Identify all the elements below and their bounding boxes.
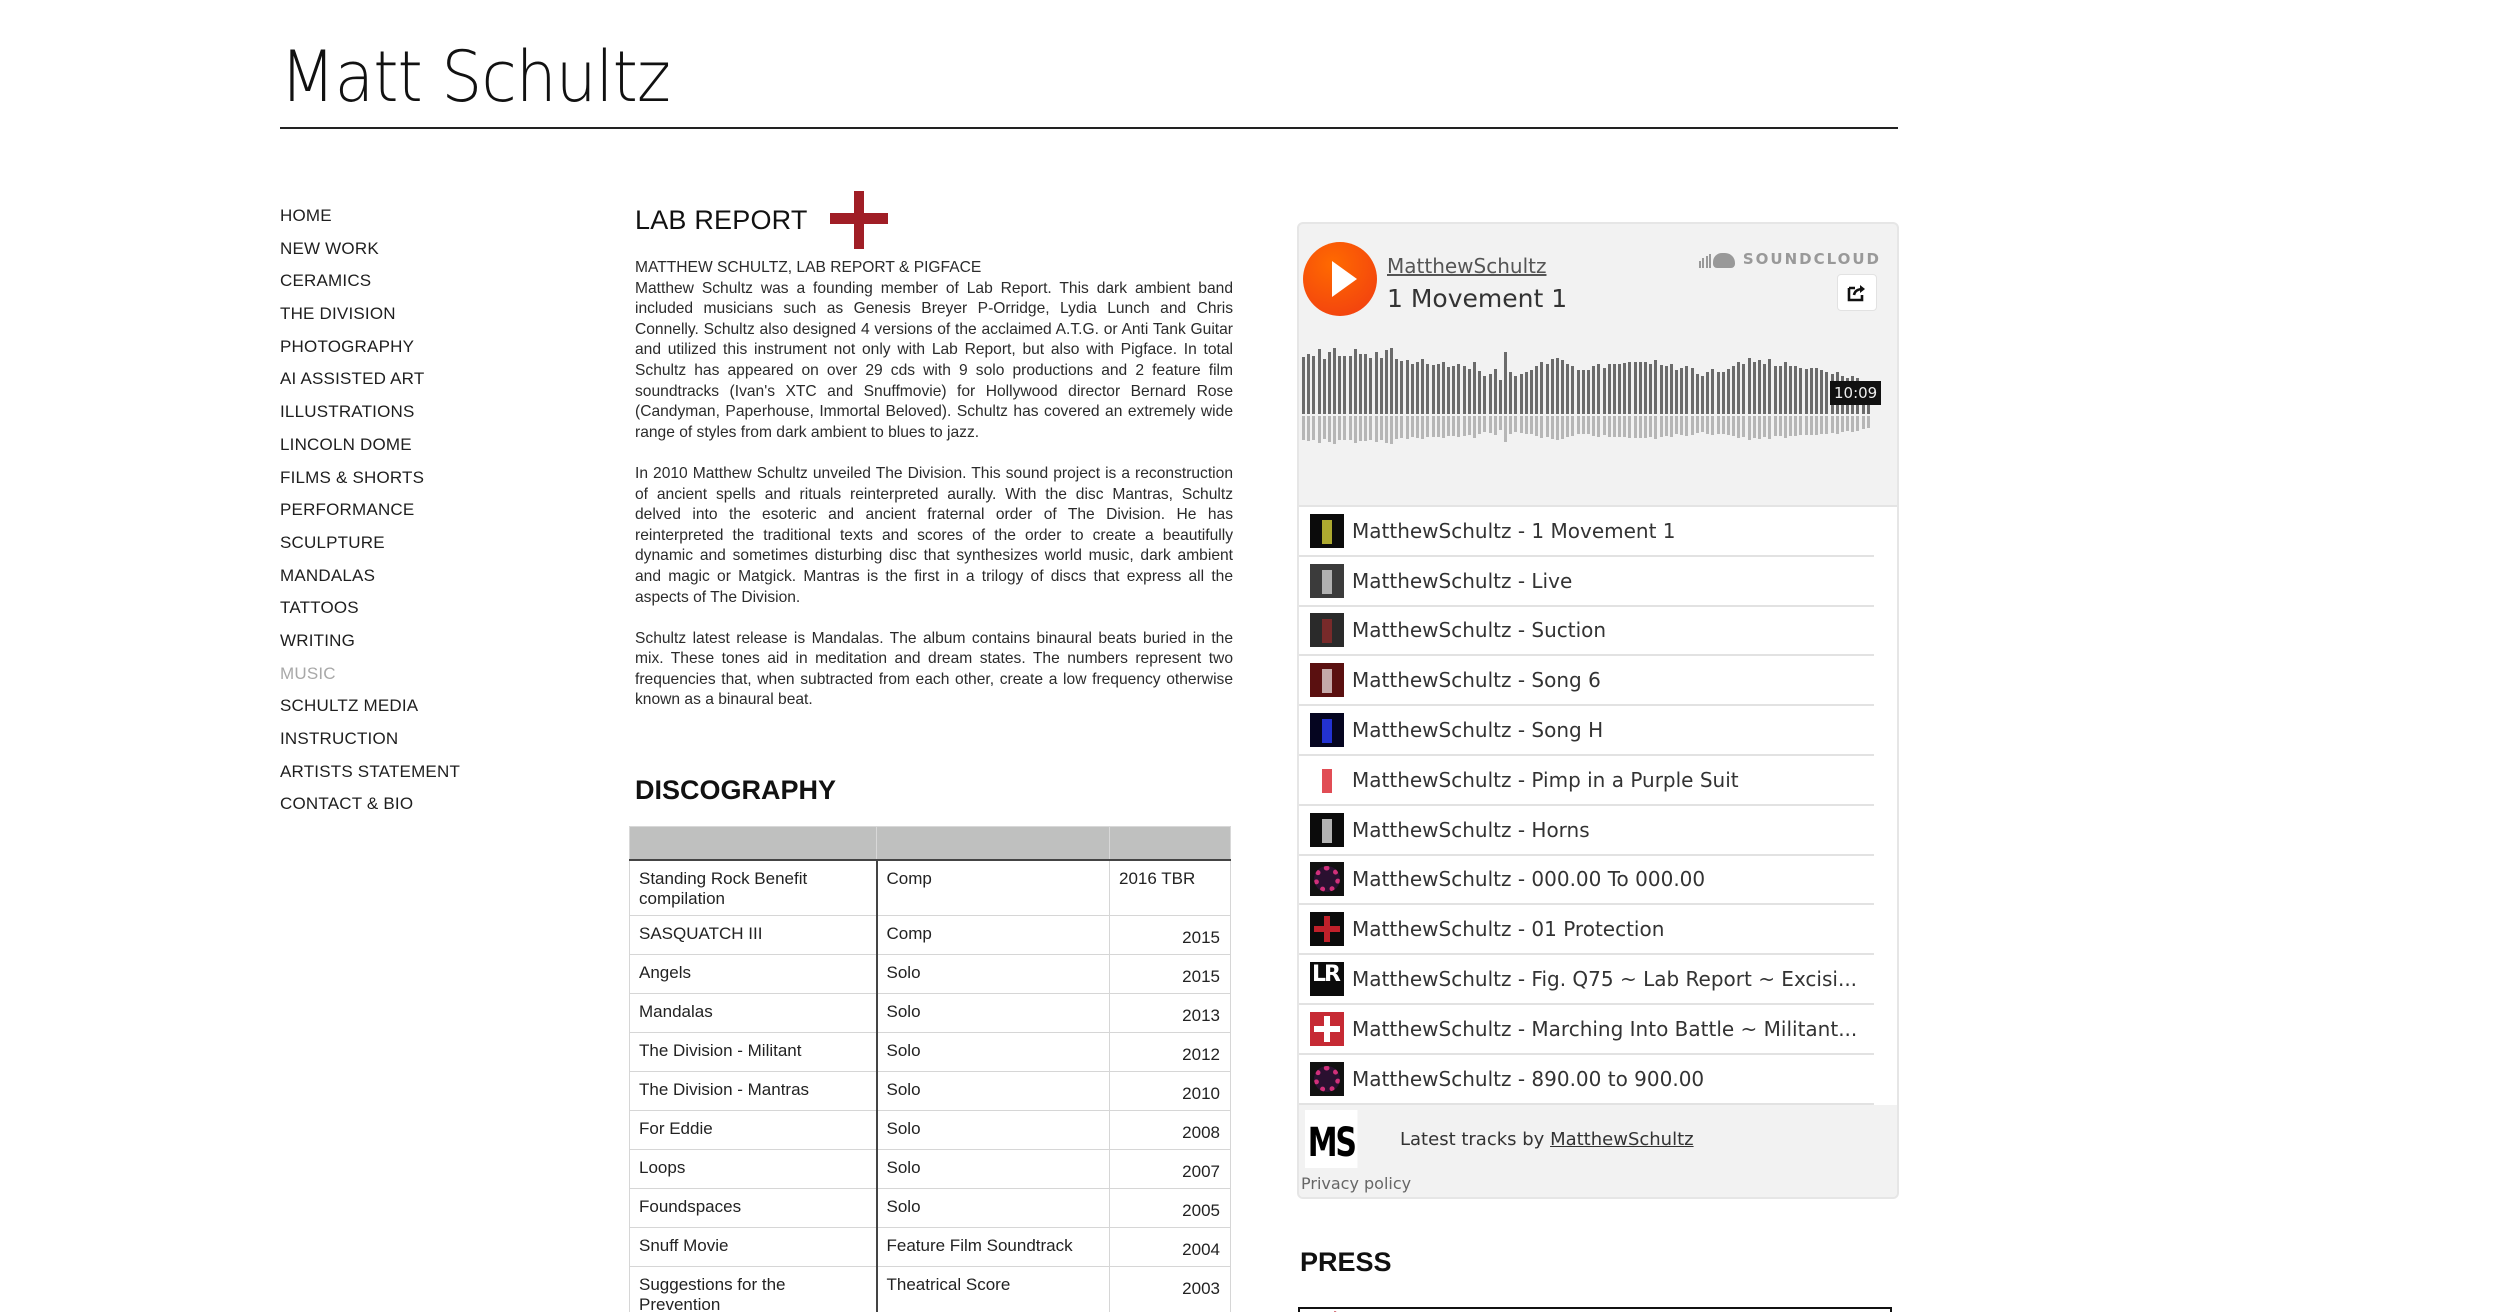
track-artwork	[1310, 1062, 1344, 1096]
table-cell-type: Comp	[877, 915, 1110, 954]
sidebar-item-sculpture[interactable]: SCULPTURE	[280, 532, 385, 552]
table-cell-type: Solo	[877, 1110, 1110, 1149]
table-cell-type: Solo	[877, 1149, 1110, 1188]
table-header-row	[630, 827, 1231, 860]
track-title[interactable]: MatthewSchultz - Marching Into Battle ~ Militant...	[1352, 1016, 1858, 1041]
track-list[interactable]	[1299, 505, 1899, 1105]
track-artwork	[1310, 564, 1344, 598]
soundcloud-brand-text: SOUNDCLOUD	[1742, 250, 1881, 268]
table-row	[630, 954, 1231, 993]
track-list-item[interactable]	[1299, 607, 1874, 657]
table-cell-type: Solo	[877, 954, 1110, 993]
track-artwork	[1310, 663, 1344, 697]
waveform-scrubber[interactable]	[1302, 341, 1872, 446]
table-cell-title: The Division - Mantras	[630, 1071, 877, 1110]
track-artwork	[1310, 1012, 1344, 1046]
track-artwork	[1310, 813, 1344, 847]
track-list-item[interactable]	[1299, 1005, 1874, 1055]
share-button[interactable]	[1837, 274, 1877, 311]
sidebar-item-ceramics[interactable]: CERAMICS	[280, 271, 372, 291]
table-cell-title: Angels	[630, 954, 877, 993]
title-divider	[280, 127, 1898, 129]
sidebar-item-instruction[interactable]: INSTRUCTION	[280, 729, 399, 748]
track-list-item[interactable]	[1299, 955, 1874, 1005]
sidebar-item-schultz-media[interactable]: SCHULTZ MEDIA	[280, 696, 419, 716]
track-list-item[interactable]	[1299, 806, 1874, 856]
press-title: PRESS	[1300, 1247, 1392, 1277]
table-cell-year: 2003	[1110, 1266, 1231, 1312]
sidebar-item-illustrations[interactable]: ILLUSTRATIONS	[280, 402, 415, 422]
main-content	[635, 190, 1233, 732]
track-title[interactable]: MatthewSchultz - 890.00 to 900.00	[1352, 1066, 1705, 1091]
table-cell-year: 2004	[1110, 1227, 1231, 1266]
latest-tracks-label: Latest tracks by	[1400, 1129, 1551, 1150]
discography-title: DISCOGRAPHY	[635, 775, 837, 805]
track-title[interactable]: MatthewSchultz - Song 6	[1352, 668, 1601, 693]
share-icon	[1847, 284, 1867, 302]
track-title[interactable]: MatthewSchultz - 1 Movement 1	[1352, 518, 1676, 543]
widget-footer	[1299, 1105, 1899, 1199]
table-row	[630, 1071, 1231, 1110]
track-title[interactable]: MatthewSchultz - Fig. Q75 ~ Lab Report ~ Excisi...	[1352, 967, 1858, 992]
table-cell-title: Loops	[630, 1149, 877, 1188]
sidebar-item-mandalas[interactable]: MANDALAS	[280, 565, 376, 585]
track-list-item[interactable]	[1299, 905, 1874, 955]
play-button[interactable]	[1303, 242, 1377, 316]
track-list-item[interactable]	[1299, 706, 1874, 756]
table-cell-title: Snuff Movie	[630, 1227, 877, 1266]
privacy-policy-link[interactable]: Privacy policy	[1301, 1174, 1412, 1193]
track-title[interactable]: MatthewSchultz - Suction	[1352, 618, 1607, 643]
bio-text	[635, 258, 1233, 711]
track-artwork	[1310, 613, 1344, 647]
table-cell-title: Standing Rock Benefit compilation	[630, 860, 877, 916]
track-list-item[interactable]	[1299, 507, 1874, 557]
table-cell-type: Comp	[877, 860, 1110, 916]
sidebar-item-tattoos[interactable]: TATTOOS	[280, 598, 359, 618]
track-list-item[interactable]	[1299, 1055, 1874, 1105]
track-artwork	[1310, 912, 1344, 946]
soundcloud-cloud-icon	[1699, 250, 1735, 268]
sidebar-item-the-division[interactable]: THE DIVISION	[280, 304, 396, 324]
track-list-item[interactable]	[1299, 756, 1874, 806]
site-title[interactable]: Matt Schultz	[280, 36, 670, 118]
track-artwork	[1310, 514, 1344, 548]
sidebar-item-artists-statement[interactable]: ARTISTS STATEMENT	[280, 761, 461, 781]
track-title[interactable]: MatthewSchultz - Song H	[1352, 718, 1604, 743]
table-cell-type: Solo	[877, 993, 1110, 1032]
sidebar-item-lincoln-dome[interactable]: LINCOLN DOME	[280, 434, 412, 454]
table-cell-title: Suggestions for the Prevention	[630, 1266, 877, 1312]
table-cell-year: 2015	[1110, 954, 1231, 993]
table-cell-year: 2012	[1110, 1032, 1231, 1071]
sidebar-item-new-work[interactable]: NEW WORK	[280, 238, 379, 258]
artist-link[interactable]: MatthewSchultz	[1387, 254, 1547, 278]
table-row	[630, 860, 1231, 916]
soundcloud-logo[interactable]	[1699, 250, 1881, 268]
table-row	[630, 1266, 1231, 1312]
table-cell-year: 2016 TBR	[1110, 860, 1231, 916]
table-cell-type: Solo	[877, 1032, 1110, 1071]
table-cell-year: 2010	[1110, 1071, 1231, 1110]
table-cell-title: Mandalas	[630, 993, 877, 1032]
table-row	[630, 1227, 1231, 1266]
discography-table	[629, 826, 1231, 1312]
track-title[interactable]: MatthewSchultz - Pimp in a Purple Suit	[1352, 767, 1739, 792]
track-artwork: LR	[1310, 962, 1344, 996]
bio-paragraph-1: Matthew Schultz was a founding member of Lab Report. This dark ambient band included musicians such as Genesis Breyer P-Orridge, Lydia Lunch and Chris Connelly. Schultz also designed 4 versions of the acclaimed A.T.G. or Anti Tank Guitar and utilized this instrument not only with Lab Report, but also with Pigface. In total Schultz has appeared on over 29 cds with 9 solo productions and 2 feature film soundtracks (Ivan's XTC and Snuffmovie) for Hollywood director Bernard Rose (Candyman, Paperhouse, Immortal Beloved). Schultz has covered an extremely wide range of styles from dark ambient to blues to jazz.	[635, 279, 1233, 441]
table-row	[630, 1032, 1231, 1071]
table-cell-year: 2008	[1110, 1110, 1231, 1149]
table-row	[630, 1110, 1231, 1149]
bio-paragraph-3: Schultz latest release is Mandalas. The album contains binaural beats buried in the mix. These tones aid in meditation and dream states. The numbers represent two frequencies that, when subtracted from each other, create a low frequency otherwise known as a binaural beat.	[635, 629, 1233, 709]
artist-avatar[interactable]: MS	[1305, 1110, 1358, 1168]
table-cell-year: 2013	[1110, 993, 1231, 1032]
track-list-item[interactable]	[1299, 856, 1874, 906]
soundcloud-widget	[1297, 222, 1899, 1199]
table-cell-type: Solo	[877, 1071, 1110, 1110]
track-artwork	[1310, 763, 1344, 797]
table-row	[630, 1149, 1231, 1188]
sidebar-item-films-shorts[interactable]: FILMS & SHORTS	[280, 467, 425, 487]
latest-tracks-artist-link[interactable]: MatthewSchultz	[1550, 1129, 1694, 1150]
table-cell-type: Solo	[877, 1188, 1110, 1227]
sidebar-item-ai-assisted-art[interactable]: AI ASSISTED ART	[280, 369, 425, 389]
latest-tracks-text	[1400, 1129, 1694, 1150]
table-row	[630, 993, 1231, 1032]
table-cell-type: Feature Film Soundtrack	[877, 1227, 1110, 1266]
table-cell-title: The Division - Militant	[630, 1032, 877, 1071]
table-row	[630, 915, 1231, 954]
track-list-item[interactable]	[1299, 557, 1874, 607]
table-cell-title: Foundspaces	[630, 1188, 877, 1227]
table-cell-type: Theatrical Score	[877, 1266, 1110, 1312]
red-cross-icon	[830, 191, 888, 249]
table-cell-title: SASQUATCH III	[630, 915, 877, 954]
table-header-year	[1110, 827, 1231, 860]
sidebar-item-contact-bio[interactable]: CONTACT & BIO	[280, 794, 414, 814]
track-duration: 10:09	[1830, 381, 1881, 405]
track-artwork	[1310, 862, 1344, 896]
sidebar-nav	[280, 205, 530, 826]
track-list-item[interactable]	[1299, 656, 1874, 706]
press-image[interactable]	[1298, 1307, 1892, 1312]
sidebar-item-performance[interactable]: PERFORMANCE	[280, 500, 415, 520]
bio-paragraph-2: In 2010 Matthew Schultz unveiled The Division. This sound project is a reconstruction of ancient spells and rituals reinterpreted aurally. With the disc Mantras, Schultz delved into the esoteric and ancient fraternal order of The Division. He has reinterpreted the traditional texts and scores of the order to create a beautifully dynamic and sometimes disturbing disc that synthesizes world music, dark ambient and magic or Matgick. Mantras is the first in a trilogy of discs that express all the aspects of The Division.	[635, 464, 1233, 606]
sidebar-item-home[interactable]: HOME	[280, 206, 332, 225]
table-row	[630, 1188, 1231, 1227]
bio-subheading: MATTHEW SCHULTZ, LAB REPORT & PIGFACE	[635, 259, 982, 276]
sidebar-item-photography[interactable]: PHOTOGRAPHY	[280, 336, 415, 356]
table-cell-year: 2005	[1110, 1188, 1231, 1227]
track-title[interactable]: MatthewSchultz - Live	[1352, 568, 1573, 593]
table-header-title	[630, 827, 877, 860]
table-cell-year: 2015	[1110, 915, 1231, 954]
track-artwork	[1310, 713, 1344, 747]
track-title[interactable]: MatthewSchultz - Horns	[1352, 817, 1590, 842]
current-track-title[interactable]: 1 Movement 1	[1387, 284, 1568, 313]
lab-report-header	[635, 190, 1233, 250]
track-title[interactable]: MatthewSchultz - 000.00 To 000.00	[1352, 867, 1706, 892]
table-header-type	[877, 827, 1110, 860]
sidebar-item-writing[interactable]: WRITING	[280, 630, 356, 650]
page-title: LAB REPORT	[635, 204, 808, 235]
table-cell-year: 2007	[1110, 1149, 1231, 1188]
table-cell-title: For Eddie	[630, 1110, 877, 1149]
sidebar-item-music[interactable]: MUSIC	[280, 663, 336, 683]
track-title[interactable]: MatthewSchultz - 01 Protection	[1352, 917, 1665, 942]
